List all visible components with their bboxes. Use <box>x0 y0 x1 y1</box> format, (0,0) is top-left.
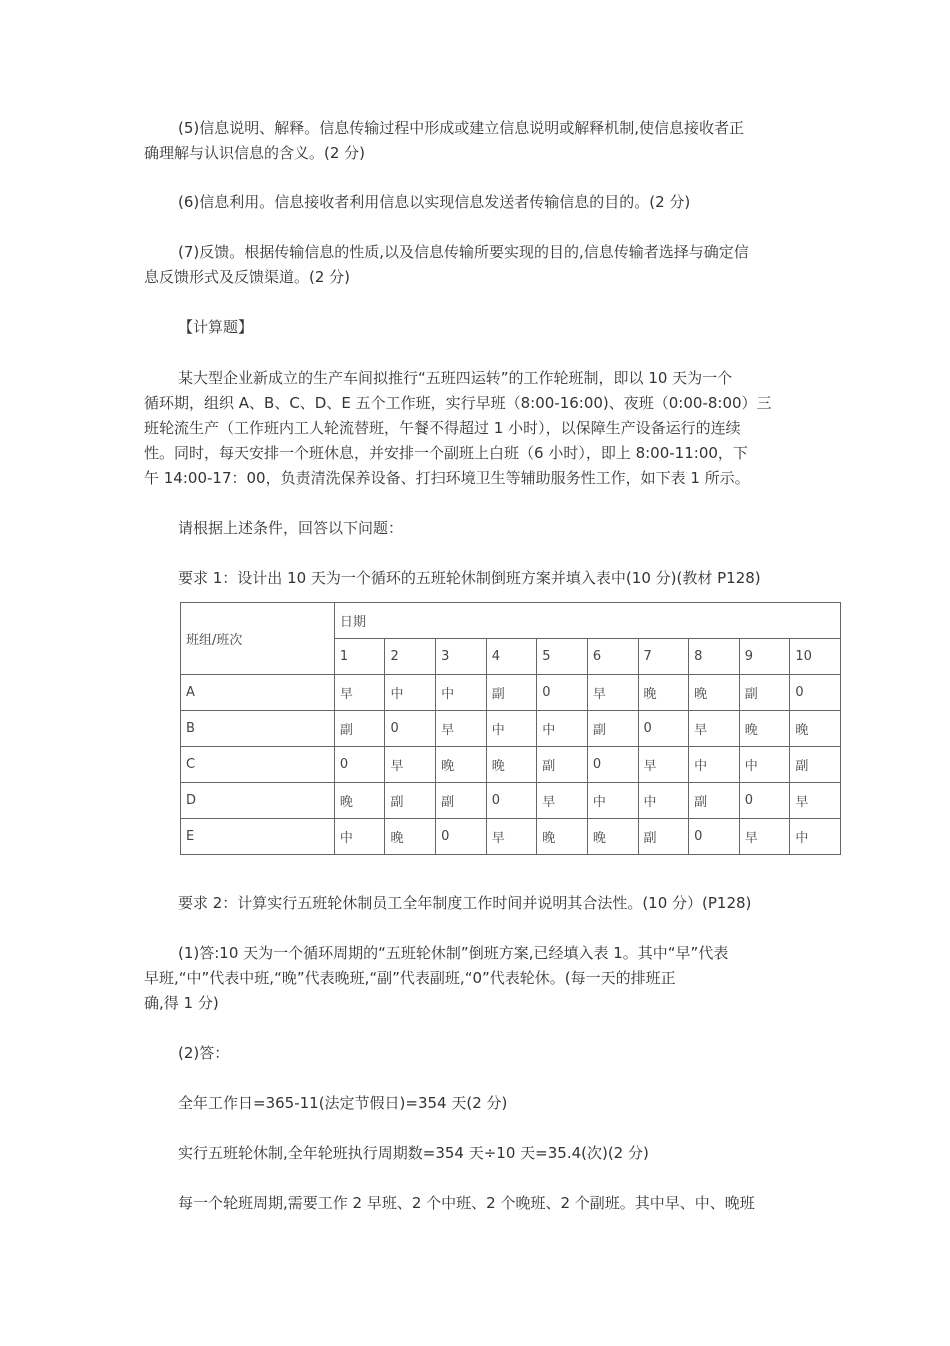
shift-schedule-table <box>180 602 841 855</box>
shift-cell: 晚 <box>790 711 841 747</box>
table-row <box>181 711 841 747</box>
shift-cell: 晚 <box>689 675 740 711</box>
shift-cell: 副 <box>739 675 790 711</box>
shift-cell: 晚 <box>486 747 537 783</box>
team-cell: C <box>181 747 335 783</box>
text-line: 要求 1：设计出 10 天为一个循环的五班轮休制倒班方案并填入表中(10 分)(教材 P128) <box>178 569 761 587</box>
shift-cell: 晚 <box>638 675 689 711</box>
calc-line-3 <box>144 1191 810 1216</box>
day-header: 7 <box>638 639 689 675</box>
shift-cell: 早 <box>385 747 436 783</box>
team-cell: E <box>181 819 335 855</box>
text-line: (1)答:10 天为一个循环周期的“五班轮休制”倒班方案,已经填入表 1。其中“早”代表 <box>178 944 729 962</box>
shift-cell: 早 <box>334 675 385 711</box>
text-line: 早班,“中”代表中班,“晚”代表晚班,“副”代表副班,“0”代表轮休。(每一天的排班正 <box>144 969 676 987</box>
section-heading <box>144 315 810 340</box>
shift-cell: 中 <box>790 819 841 855</box>
shift-cell: 副 <box>436 783 487 819</box>
calc-line-2 <box>144 1141 810 1166</box>
answer-2-label <box>144 1041 810 1066</box>
shift-cell: 0 <box>638 711 689 747</box>
shift-cell: 副 <box>334 711 385 747</box>
table-row <box>181 783 841 819</box>
shift-cell: 副 <box>638 819 689 855</box>
problem-intro <box>144 366 810 491</box>
shift-cell: 中 <box>638 783 689 819</box>
shift-cell: 早 <box>537 783 588 819</box>
table-row <box>181 819 841 855</box>
shift-cell: 中 <box>486 711 537 747</box>
text-line: 循环期，组织 A、B、C、D、E 五个工作班，实行早班（8:00-16:00)、夜班（0:00-8:00）三 <box>144 394 772 412</box>
shift-cell: 晚 <box>587 819 638 855</box>
text-line: 每一个轮班周期,需要工作 2 早班、2 个中班、2 个晚班、2 个副班。其中早、中、晚班 <box>178 1194 755 1212</box>
day-header: 8 <box>689 639 740 675</box>
day-header: 5 <box>537 639 588 675</box>
requirement-1 <box>144 566 810 591</box>
day-header: 4 <box>486 639 537 675</box>
paragraph-5 <box>144 116 810 166</box>
text-line: 确理解与认识信息的含义。(2 分) <box>144 144 366 162</box>
day-header: 6 <box>587 639 638 675</box>
team-cell: D <box>181 783 335 819</box>
shift-cell: 中 <box>334 819 385 855</box>
shift-cell: 早 <box>638 747 689 783</box>
text-line: (5)信息说明、解释。信息传输过程中形成或建立信息说明或解释机制,使信息接收者正 <box>178 119 745 137</box>
shift-cell: 副 <box>537 747 588 783</box>
shift-cell: 早 <box>486 819 537 855</box>
team-cell: A <box>181 675 335 711</box>
shift-cell: 副 <box>385 783 436 819</box>
shift-cell: 副 <box>486 675 537 711</box>
text-line: (6)信息利用。信息接收者利用信息以实现信息发送者传输信息的目的。(2 分) <box>178 193 691 211</box>
table-row <box>181 747 841 783</box>
shift-cell: 副 <box>689 783 740 819</box>
shift-cell: 中 <box>739 747 790 783</box>
shift-cell: 中 <box>689 747 740 783</box>
shift-cell: 0 <box>739 783 790 819</box>
shift-cell: 0 <box>334 747 385 783</box>
shift-cell: 早 <box>436 711 487 747</box>
date-header: 日期 <box>334 603 840 639</box>
requirement-2 <box>144 891 810 916</box>
text-line: (7)反馈。根据传输信息的性质,以及信息传输所要实现的目的,信息传输者选择与确定信 <box>178 243 749 261</box>
shift-cell: 副 <box>587 711 638 747</box>
shift-cell: 0 <box>689 819 740 855</box>
text-line: 性。同时，每天安排一个班休息，并安排一个副班上白班（6 小时），即上 8:00-11:00，下 <box>144 444 748 462</box>
shift-cell: 0 <box>587 747 638 783</box>
shift-cell: 晚 <box>385 819 436 855</box>
shift-cell: 早 <box>790 783 841 819</box>
text-line: (2)答： <box>178 1044 230 1062</box>
shift-cell: 晚 <box>739 711 790 747</box>
text-line: 确,得 1 分) <box>144 994 219 1012</box>
table-header-row <box>181 603 841 639</box>
shift-cell: 0 <box>790 675 841 711</box>
shift-cell: 0 <box>385 711 436 747</box>
text-line: 午 14:00-17：00，负责清洗保养设备、打扫环境卫生等辅助服务性工作，如下表 1 所示。 <box>144 469 750 487</box>
text-line: 息反馈形式及反馈渠道。(2 分) <box>144 268 351 286</box>
shift-cell: 早 <box>689 711 740 747</box>
day-header: 2 <box>385 639 436 675</box>
day-header: 1 <box>334 639 385 675</box>
text-line: 某大型企业新成立的生产车间拟推行“五班四运转”的工作轮班制，即以 10 天为一个 <box>178 369 733 387</box>
section-title: 【计算题】 <box>178 318 254 336</box>
corner-header: 班组/班次 <box>181 603 335 675</box>
shift-cell: 早 <box>739 819 790 855</box>
day-header: 10 <box>790 639 841 675</box>
shift-cell: 0 <box>486 783 537 819</box>
calc-line-1 <box>144 1091 810 1116</box>
answer-1 <box>144 941 810 1016</box>
text-line: 请根据上述条件，回答以下问题： <box>178 519 404 537</box>
shift-cell: 中 <box>385 675 436 711</box>
shift-cell: 早 <box>587 675 638 711</box>
text-line: 班轮流生产（工作班内工人轮流替班，午餐不得超过 1 小时），以保障生产设备运行的连续 <box>144 419 741 437</box>
shift-cell: 0 <box>537 675 588 711</box>
text-line: 实行五班轮休制,全年轮班执行周期数=354 天÷10 天=35.4(次)(2 分) <box>178 1144 649 1162</box>
shift-cell: 中 <box>537 711 588 747</box>
shift-cell: 中 <box>436 675 487 711</box>
shift-cell: 晚 <box>334 783 385 819</box>
table-row <box>181 675 841 711</box>
paragraph-7 <box>144 240 810 290</box>
shift-cell: 中 <box>587 783 638 819</box>
text-line: 全年工作日=365-11(法定节假日)=354 天(2 分) <box>178 1094 508 1112</box>
day-header: 3 <box>436 639 487 675</box>
shift-cell: 晚 <box>537 819 588 855</box>
prompt-line <box>144 516 810 541</box>
shift-cell: 0 <box>436 819 487 855</box>
shift-cell: 副 <box>790 747 841 783</box>
shift-cell: 晚 <box>436 747 487 783</box>
text-line: 要求 2：计算实行五班轮休制员工全年制度工作时间并说明其合法性。(10 分）(P128) <box>178 894 752 912</box>
team-cell: B <box>181 711 335 747</box>
day-header: 9 <box>739 639 790 675</box>
paragraph-6 <box>144 190 810 215</box>
